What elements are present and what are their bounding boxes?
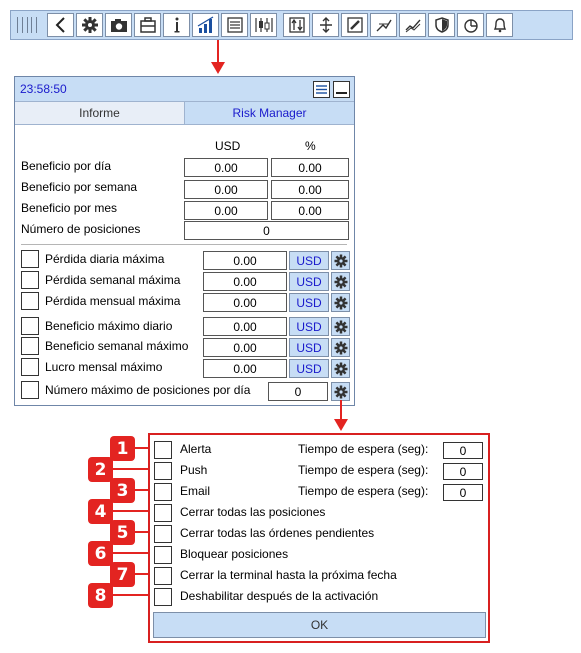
list-icon[interactable] xyxy=(221,13,248,37)
info-icon[interactable] xyxy=(163,13,190,37)
wait-input[interactable]: 0 xyxy=(443,442,483,459)
gear-icon[interactable] xyxy=(331,293,350,312)
toolbar-grip[interactable] xyxy=(15,15,39,35)
option-label: Cerrar todas las órdenes pendientes xyxy=(180,526,375,540)
limit-checkbox[interactable] xyxy=(21,271,39,289)
edit-icon[interactable] xyxy=(341,13,368,37)
limit-value-input[interactable]: 0.00 xyxy=(203,293,287,312)
close-orders-checkbox[interactable] xyxy=(154,525,172,543)
divider xyxy=(21,244,347,245)
limit-label: Pérdida semanal máxima xyxy=(45,273,181,287)
positions-value: 0 xyxy=(184,221,349,240)
tab-informe[interactable]: Informe xyxy=(15,102,185,124)
column-header-usd: USD xyxy=(215,139,241,153)
step-badge: 5 xyxy=(110,520,135,545)
max-positions-label: Número máximo de posiciones por día xyxy=(45,383,251,397)
gear-icon[interactable] xyxy=(331,338,350,357)
option-label: Deshabilitar después de la activación xyxy=(180,589,379,603)
risk-manager-panel xyxy=(14,76,355,406)
alert-settings-dialog xyxy=(148,433,490,643)
limit-label: Pérdida diaria máxima xyxy=(45,252,165,266)
limit-checkbox[interactable] xyxy=(21,292,39,310)
wait-input[interactable]: 0 xyxy=(443,463,483,480)
push-checkbox[interactable] xyxy=(154,462,172,480)
wait-input[interactable]: 0 xyxy=(443,484,483,501)
unit-button[interactable]: USD xyxy=(289,359,329,378)
arrow-down-1 xyxy=(208,40,228,76)
arrow-down-2 xyxy=(331,400,351,433)
step-badge: 4 xyxy=(88,499,113,524)
wait-label: Tiempo de espera (seg): xyxy=(298,442,429,456)
candles-icon[interactable] xyxy=(250,13,277,37)
stat-pct-value: 0.00 xyxy=(271,201,349,220)
close-positions-checkbox[interactable] xyxy=(154,504,172,522)
limit-value-input[interactable]: 0.00 xyxy=(203,251,287,270)
signal-bars-icon[interactable] xyxy=(192,13,219,37)
stat-label: Beneficio por semana xyxy=(21,180,138,194)
limit-label: Pérdida mensual máxima xyxy=(45,294,181,308)
toolbar xyxy=(10,10,573,40)
column-header-pct: % xyxy=(305,139,316,153)
option-label: Bloquear posiciones xyxy=(180,547,289,561)
stat-label: Beneficio por día xyxy=(21,159,112,173)
limit-label: Beneficio semanal máximo xyxy=(45,339,189,353)
option-label: Cerrar la terminal hasta la próxima fecha xyxy=(180,568,397,582)
gear-icon[interactable] xyxy=(331,251,350,270)
menu-icon[interactable] xyxy=(313,81,330,98)
step-badge: 6 xyxy=(88,541,113,566)
limit-label: Beneficio máximo diario xyxy=(45,319,173,333)
back-icon[interactable] xyxy=(47,13,74,37)
gear-icon[interactable] xyxy=(331,382,350,401)
briefcase-icon[interactable] xyxy=(134,13,161,37)
step-badge: 3 xyxy=(110,478,135,503)
minimize-icon[interactable] xyxy=(333,81,350,98)
limit-value-input[interactable]: 0.00 xyxy=(203,317,287,336)
limit-checkbox[interactable] xyxy=(21,337,39,355)
stat-usd-value: 0.00 xyxy=(184,180,268,199)
limit-checkbox[interactable] xyxy=(21,358,39,376)
bell-icon[interactable] xyxy=(486,13,513,37)
close-terminal-checkbox[interactable] xyxy=(154,567,172,585)
step-badge: 7 xyxy=(110,562,135,587)
email-checkbox[interactable] xyxy=(154,483,172,501)
limit-checkbox[interactable] xyxy=(21,250,39,268)
unit-button[interactable]: USD xyxy=(289,317,329,336)
step-badge: 1 xyxy=(110,436,135,461)
ok-button[interactable]: OK xyxy=(153,612,486,638)
shield-icon[interactable] xyxy=(428,13,455,37)
updown-icon[interactable] xyxy=(283,13,310,37)
alert-checkbox[interactable] xyxy=(154,441,172,459)
positions-label: Número de posiciones xyxy=(21,222,141,236)
wave-icon[interactable] xyxy=(399,13,426,37)
limit-checkbox[interactable] xyxy=(21,317,39,335)
unit-button[interactable]: USD xyxy=(289,338,329,357)
limit-label: Lucro mensal máximo xyxy=(45,360,163,374)
wait-label: Tiempo de espera (seg): xyxy=(298,463,429,477)
pie-icon[interactable] xyxy=(457,13,484,37)
step-badge: 8 xyxy=(88,583,113,608)
max-positions-checkbox[interactable] xyxy=(21,381,39,399)
stat-usd-value: 0.00 xyxy=(184,201,268,220)
trend-icon[interactable] xyxy=(370,13,397,37)
disable-after-checkbox[interactable] xyxy=(154,588,172,606)
stat-pct-value: 0.00 xyxy=(271,158,349,177)
tab-bar xyxy=(15,101,354,125)
stat-usd-value: 0.00 xyxy=(184,158,268,177)
gear-icon[interactable] xyxy=(331,272,350,291)
stat-pct-value: 0.00 xyxy=(271,180,349,199)
limit-value-input[interactable]: 0.00 xyxy=(203,338,287,357)
unit-button[interactable]: USD xyxy=(289,293,329,312)
wait-label: Tiempo de espera (seg): xyxy=(298,484,429,498)
option-label: Email xyxy=(180,484,211,498)
limit-value-input[interactable]: 0.00 xyxy=(203,359,287,378)
gear-icon[interactable] xyxy=(331,359,350,378)
panel-title-bar xyxy=(15,77,354,101)
lock-positions-checkbox[interactable] xyxy=(154,546,172,564)
unit-button[interactable]: USD xyxy=(289,272,329,291)
option-label: Push xyxy=(180,463,208,477)
stat-label: Beneficio por mes xyxy=(21,201,118,215)
limit-value-input[interactable]: 0.00 xyxy=(203,272,287,291)
level-icon[interactable] xyxy=(312,13,339,37)
step-badge: 2 xyxy=(88,457,113,482)
camera-icon[interactable] xyxy=(105,13,132,37)
option-label: Cerrar todas las posiciones xyxy=(180,505,326,519)
gear-icon[interactable] xyxy=(76,13,103,37)
option-label: Alerta xyxy=(180,442,212,456)
clock-time: 23:58:50 xyxy=(20,82,67,96)
tab-risk-manager[interactable]: Risk Manager xyxy=(185,102,354,124)
max-positions-input[interactable]: 0 xyxy=(268,382,328,401)
gear-icon[interactable] xyxy=(331,317,350,336)
unit-button[interactable]: USD xyxy=(289,251,329,270)
